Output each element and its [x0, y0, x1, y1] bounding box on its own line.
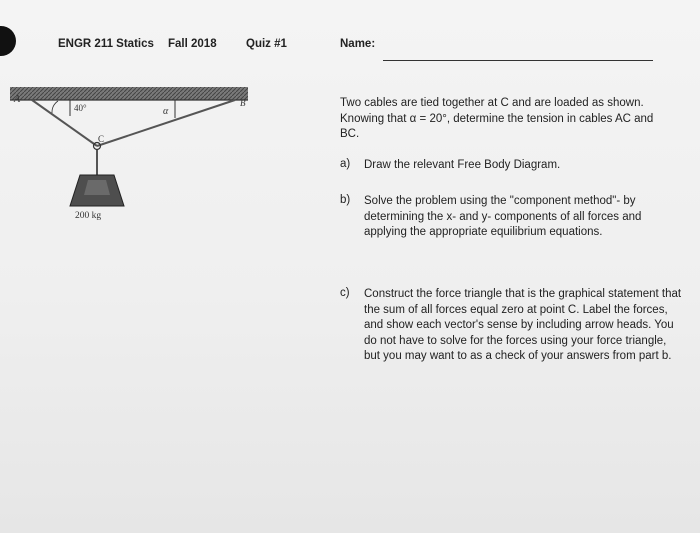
- binder-hole: [0, 26, 16, 56]
- part-b-text: Solve the problem using the "component method"- by determining the x- and y- components of all forces and applying the appropriate equilibrium equations.: [364, 195, 642, 238]
- ceiling-support: [10, 87, 248, 100]
- point-c-label: C: [98, 134, 105, 144]
- part-a-text: Draw the relevant Free Body Diagram.: [364, 159, 561, 171]
- part-b-label: b): [340, 194, 351, 206]
- problem-statement: Two cables are tied together at C and are loaded as shown. Knowing that α = 20°, determine the tension in cables AC and BC.: [340, 97, 654, 140]
- cable-diagram: [0, 80, 320, 240]
- cable-ac: [32, 100, 97, 146]
- quiz-number: Quiz #1: [246, 38, 287, 50]
- point-b-label: B: [240, 98, 246, 108]
- term: Fall 2018: [168, 38, 217, 50]
- part-a-label: a): [340, 158, 351, 170]
- angle-alpha-label: α: [163, 106, 169, 117]
- name-label: Name:: [340, 38, 376, 50]
- part-c-label: c): [340, 287, 350, 299]
- name-blank-line: [383, 60, 653, 61]
- part-c-text: Construct the force triangle that is the graphical statement that the sum of all forces equal zero at point C. Label the forces, and show each vector's sense by including arrow heads. You do not have to solve for the forces using your force triangle, but you may want to as a check of your answers from part b.: [364, 288, 682, 362]
- course-title: ENGR 211 Statics: [58, 38, 154, 50]
- angle-40-label: 40°: [74, 103, 87, 113]
- point-a-label: A: [14, 94, 21, 105]
- mass-label: 200 kg: [75, 211, 102, 221]
